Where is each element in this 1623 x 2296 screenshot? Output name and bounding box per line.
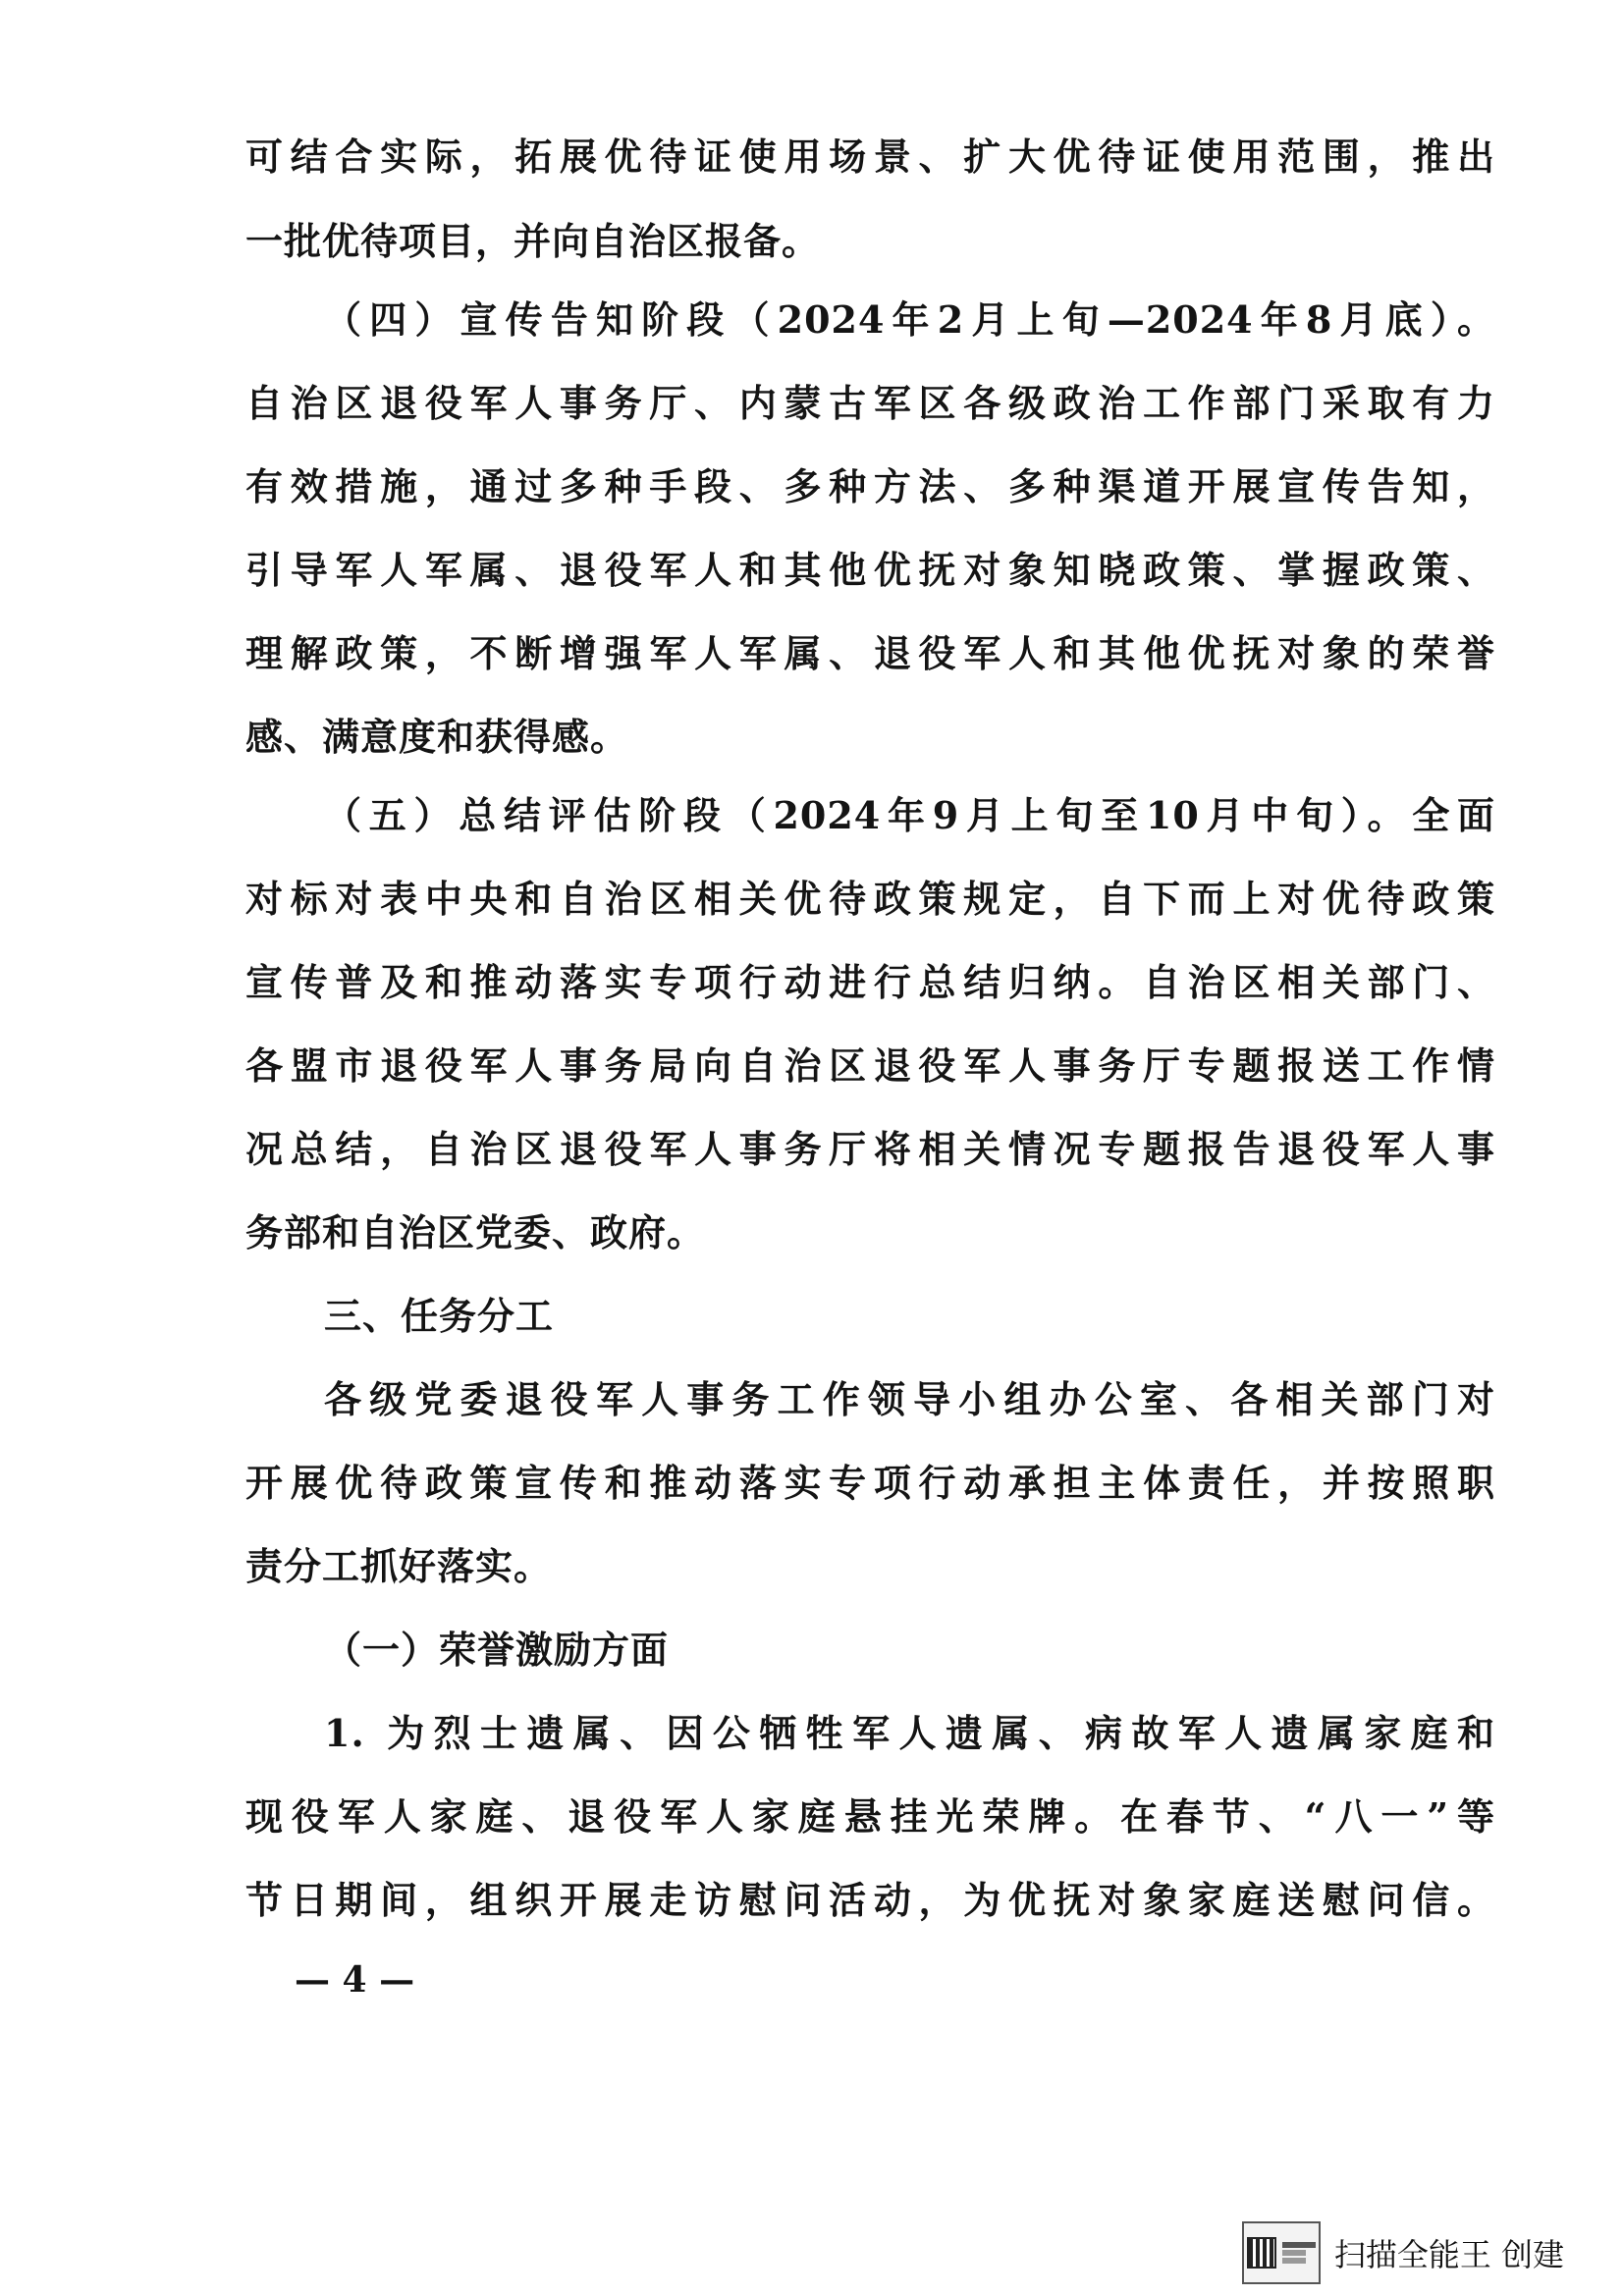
paragraph-line: 一批优待项目，并向自治区报备。: [245, 219, 821, 263]
paragraph-line: 可结合实际，拓展优待证使用场景、扩大优待证使用范围，推出: [245, 134, 1495, 179]
paragraph-line: 各盟市退役军人事务局向自治区退役军人事务厅专题报送工作情: [245, 1043, 1495, 1088]
paragraph-line: 各级党委退役军人事务工作领导小组办公室、各相关部门对: [324, 1377, 1495, 1421]
paragraph-line: 务部和自治区党委、政府。: [245, 1210, 706, 1255]
subsection-heading: （一）荣誉激励方面: [324, 1628, 670, 1672]
page-number: — 4 —: [295, 1959, 415, 2001]
paragraph-line: 感、满意度和获得感。: [245, 715, 629, 759]
paragraph-line: 有效措施，通过多种手段、多种方法、多种渠道开展宣传告知，: [245, 464, 1495, 508]
section-heading-5: （五）总结评估阶段（2024年9月上旬至10月中旬）。全面: [324, 793, 1495, 837]
paragraph-line: 宣传普及和推动落实专项行动进行总结归纳。自治区相关部门、: [245, 960, 1495, 1004]
section-heading-4: （四）宣传告知阶段（2024年2月上旬—2024年8月底）。: [324, 297, 1495, 342]
paragraph-line: 责分工抓好落实。: [245, 1544, 553, 1588]
paragraph-line: 节日期间，组织开展走访慰问活动，为优抚对象家庭送慰问信。: [245, 1878, 1495, 1922]
watermark-text: 扫描全能王 创建: [1333, 2236, 1564, 2273]
paragraph-line: 开展优待政策宣传和推动落实专项行动承担主体责任，并按照职: [245, 1461, 1495, 1505]
paragraph-line: 引导军人军属、退役军人和其他优抚对象知晓政策、掌握政策、: [245, 548, 1495, 592]
chapter-heading: 三、任务分工: [324, 1294, 555, 1338]
scanner-app-logo-icon: [1242, 2221, 1321, 2284]
paragraph-line: 现役军人家庭、退役军人家庭悬挂光荣牌。在春节、“八一”等: [245, 1794, 1495, 1839]
list-item-1: 1. 为烈士遗属、因公牺牲军人遗属、病故军人遗属家庭和: [324, 1711, 1495, 1755]
paragraph-line: 理解政策，不断增强军人军属、退役军人和其他优抚对象的荣誉: [245, 631, 1495, 675]
paragraph-line: 对标对表中央和自治区相关优待政策规定，自下而上对优待政策: [245, 877, 1495, 921]
scanner-watermark: [1242, 2223, 1564, 2282]
paragraph-line: 自治区退役军人事务厅、内蒙古军区各级政治工作部门采取有力: [245, 381, 1495, 425]
paragraph-line: 况总结，自治区退役军人事务厅将相关情况专题报告退役军人事: [245, 1127, 1495, 1171]
